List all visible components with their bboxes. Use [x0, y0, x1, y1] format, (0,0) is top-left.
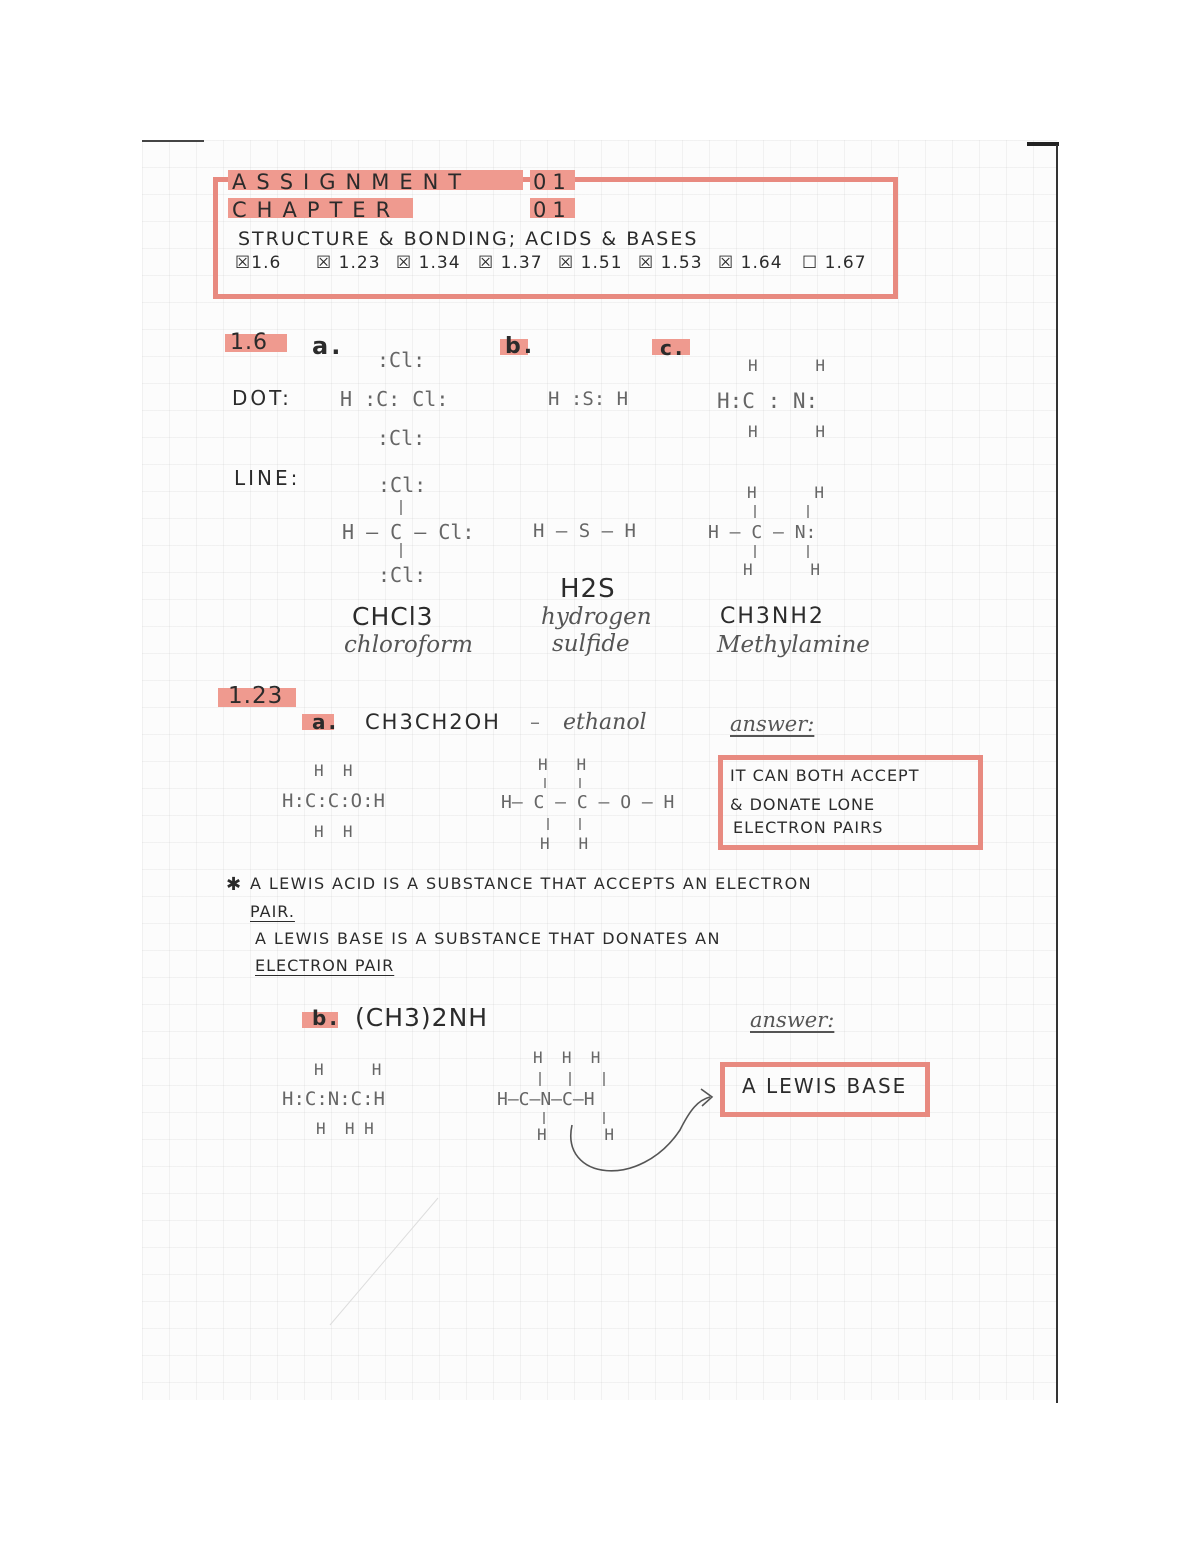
- part-label: b.: [505, 334, 536, 359]
- ethanol-formula: CH3CH2OH: [365, 710, 501, 734]
- answer-text: A LEWIS BASE: [742, 1074, 908, 1098]
- definition-text: A LEWIS ACID IS A SUBSTANCE THAT ACCEPTS AN ELECTRON: [250, 874, 813, 893]
- problem-item: ☐ 1.67: [802, 253, 867, 273]
- checked-box-icon: ☒: [235, 253, 252, 273]
- hydrogen-sulfide-name: hydrogen: [541, 604, 652, 630]
- part-label: b.: [312, 1006, 340, 1030]
- methylamine-name: Methylamine: [717, 632, 870, 658]
- asterisk-icon: ✱: [226, 874, 245, 895]
- question-number: 1.6: [230, 330, 268, 355]
- part-label: a.: [312, 332, 344, 360]
- answer-label: answer:: [750, 1008, 835, 1032]
- chloroform-name: chloroform: [344, 632, 473, 658]
- part-label: c.: [660, 336, 686, 360]
- answer-text: & DONATE LONE: [730, 795, 876, 814]
- problem-item: ☒ 1.64: [718, 253, 783, 273]
- dash: –: [530, 710, 543, 734]
- problem-item: ☒ 1.34: [396, 253, 461, 273]
- question-number: 1.23: [228, 683, 284, 709]
- ethanol-name: ethanol: [563, 710, 647, 735]
- methylamine-formula: CH3NH2: [720, 604, 825, 629]
- dot-label: DOT:: [232, 386, 292, 410]
- chapter-label: CHAPTER: [232, 198, 401, 222]
- problem-item: ☒ 1.23: [316, 253, 381, 273]
- problem-item: ☒ 1.53: [638, 253, 703, 273]
- definition-text: PAIR.: [250, 902, 295, 921]
- part-label: a.: [312, 710, 340, 734]
- checked-box-icon: ☒: [718, 253, 741, 273]
- problem-item: ☒1.6: [235, 253, 282, 273]
- answer-text: ELECTRON PAIRS: [733, 818, 884, 837]
- answer-label: answer:: [730, 712, 815, 736]
- assignment-label: ASSIGNMENT: [232, 170, 472, 194]
- dimethylamine-formula: (CH3)2NH: [355, 1003, 489, 1032]
- checked-box-icon: ☒: [478, 253, 501, 273]
- chapter-number: 01: [533, 198, 572, 222]
- checked-box-icon: ☒: [396, 253, 419, 273]
- chloroform-formula: CHCl3: [352, 602, 434, 631]
- checked-box-icon: ☒: [316, 253, 339, 273]
- empty-box-icon: ☐: [802, 253, 825, 273]
- problem-item: ☒ 1.37: [478, 253, 543, 273]
- definition-text: A LEWIS BASE IS A SUBSTANCE THAT DONATES AN: [255, 929, 721, 948]
- checked-box-icon: ☒: [558, 253, 581, 273]
- problem-item: ☒ 1.51: [558, 253, 623, 273]
- hydrogen-sulfide-name: sulfide: [552, 631, 630, 657]
- answer-text: IT CAN BOTH ACCEPT: [730, 766, 920, 785]
- checked-box-icon: ☒: [638, 253, 661, 273]
- definition-text: ELECTRON PAIR: [255, 956, 395, 975]
- hydrogen-sulfide-formula: H2S: [560, 574, 616, 604]
- chapter-subtitle: STRUCTURE & BONDING; ACIDS & BASES: [238, 228, 699, 250]
- line-label: LINE:: [234, 466, 301, 490]
- assignment-number: 01: [533, 170, 572, 194]
